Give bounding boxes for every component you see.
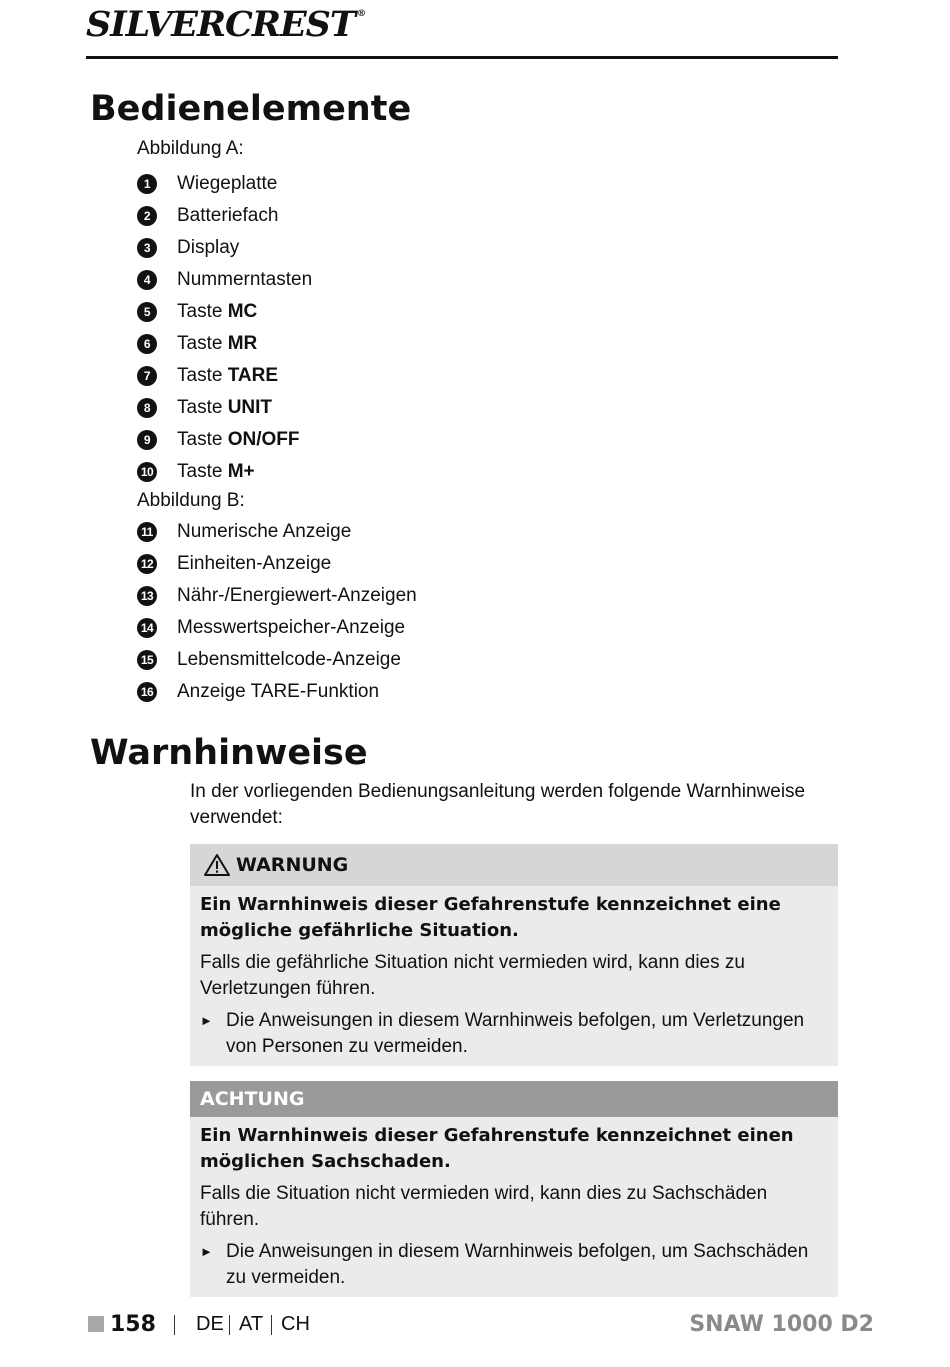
item-label — [177, 333, 257, 355]
number-badge-icon: 2 — [137, 206, 157, 226]
number-badge-icon: 7 — [137, 366, 157, 386]
item-key-name: M+ — [227, 461, 255, 482]
country-de: DE — [196, 1313, 224, 1335]
item-text: Nummerntasten — [177, 269, 313, 290]
item-text: Messwertspeicher-Anzeige — [177, 617, 406, 638]
item-key-name: ON/OFF — [227, 429, 300, 450]
item-label — [177, 681, 379, 703]
caution-bold-text: Ein Warnhinweis dieser Gefahrenstufe kennzeichnet einen möglichen Sachschaden. — [200, 1125, 794, 1172]
item-label — [177, 429, 299, 451]
item-text: Batteriefach — [177, 205, 279, 226]
item-key-name: TARE — [227, 365, 279, 386]
items-list-a — [137, 168, 312, 488]
item-text: Numerische Anzeige — [177, 521, 352, 542]
figure-b-label: Abbildung B: — [137, 490, 245, 511]
list-item — [137, 232, 312, 264]
item-text: Taste — [177, 461, 228, 482]
caution-body — [190, 1117, 838, 1297]
item-key-name: UNIT — [227, 397, 273, 418]
caution-bullet-text: Die Anweisungen in diesem Warnhinweis befolgen, um Sachschäden zu vermeiden. — [226, 1241, 809, 1288]
number-badge-icon: 8 — [137, 398, 157, 418]
item-label — [177, 301, 257, 323]
item-text: Wiegeplatte — [177, 173, 278, 194]
list-item — [137, 328, 312, 360]
list-item — [137, 264, 312, 296]
number-badge-icon: 4 — [137, 270, 157, 290]
item-text: Taste — [177, 397, 228, 418]
number-badge-icon: 16 — [137, 682, 157, 702]
item-text: Anzeige TARE-Funktion — [177, 681, 380, 702]
footer-divider — [229, 1315, 230, 1335]
warning-box — [190, 844, 838, 1066]
list-item — [137, 644, 417, 676]
warning-label: WARNUNG — [236, 854, 349, 876]
caution-label: ACHTUNG — [200, 1088, 305, 1110]
list-item — [137, 296, 312, 328]
item-label — [177, 365, 278, 387]
number-badge-icon: 10 — [137, 462, 157, 482]
header-rule — [86, 56, 838, 59]
item-label — [177, 553, 331, 575]
country-at: AT — [239, 1313, 264, 1335]
warning-bullet — [200, 1008, 828, 1060]
intro-text: In der vorliegenden Bedienungsanleitung werden folgende Warnhinweise verwendet: — [190, 781, 806, 828]
item-label — [177, 237, 239, 259]
caution-header — [190, 1081, 838, 1117]
item-key-name: MC — [227, 301, 258, 322]
number-badge-icon: 11 — [137, 522, 157, 542]
item-label — [177, 521, 351, 543]
item-label — [177, 617, 405, 639]
warning-text: Falls die gefährliche Situation nicht vermieden wird, kann dies zu Verletzungen führen. — [200, 952, 745, 999]
model-number: SNAW 1000 D2 — [689, 1312, 874, 1337]
item-text: Taste — [177, 365, 228, 386]
page-marker-square — [88, 1316, 104, 1332]
list-item — [137, 456, 312, 488]
list-item — [137, 392, 312, 424]
caution-text: Falls die Situation nicht vermieden wird, kann dies zu Sachschäden führen. — [200, 1183, 768, 1230]
item-text: Einheiten-Anzeige — [177, 553, 332, 574]
warning-header — [190, 844, 838, 886]
list-item — [137, 580, 417, 612]
item-label — [177, 173, 277, 195]
item-text: Display — [177, 237, 240, 258]
item-text: Taste — [177, 429, 228, 450]
section-title-bedienelemente: Bedienelemente — [90, 89, 412, 129]
warning-bullet-text: Die Anweisungen in diesem Warnhinweis befolgen, um Verletzungen von Personen zu vermeiden. — [226, 1010, 805, 1057]
section-title-warnhinweise: Warnhinweise — [90, 733, 368, 773]
item-label — [177, 649, 401, 671]
item-text: Taste — [177, 333, 228, 354]
number-badge-icon: 3 — [137, 238, 157, 258]
item-text: Taste — [177, 301, 228, 322]
list-item — [137, 676, 417, 708]
arrow-right-icon: ► — [200, 1244, 213, 1259]
items-list-b — [137, 516, 417, 708]
list-item — [137, 360, 312, 392]
item-key-name: MR — [227, 333, 258, 354]
figure-a-label: Abbildung A: — [137, 138, 244, 159]
number-badge-icon: 9 — [137, 430, 157, 450]
number-badge-icon: 1 — [137, 174, 157, 194]
number-badge-icon: 12 — [137, 554, 157, 574]
footer-divider — [174, 1315, 175, 1335]
item-text: Nähr-/Energiewert-Anzeigen — [177, 585, 417, 606]
list-item — [137, 612, 417, 644]
warning-triangle-icon — [204, 854, 230, 876]
footer-divider — [271, 1315, 272, 1335]
caution-box — [190, 1081, 838, 1297]
list-item — [137, 548, 417, 580]
number-badge-icon: 15 — [137, 650, 157, 670]
number-badge-icon: 5 — [137, 302, 157, 322]
page-number: 158 — [110, 1312, 156, 1337]
country-ch: CH — [281, 1313, 310, 1335]
list-item — [137, 168, 312, 200]
number-badge-icon: 6 — [137, 334, 157, 354]
item-label — [177, 205, 278, 227]
item-text: Lebensmittelcode-Anzeige — [177, 649, 401, 670]
arrow-right-icon: ► — [200, 1013, 213, 1028]
list-item — [137, 200, 312, 232]
list-item — [137, 516, 417, 548]
item-label — [177, 269, 312, 291]
number-badge-icon: 14 — [137, 618, 157, 638]
item-label — [177, 461, 255, 483]
brand-logo: SILVERCREST ® — [86, 4, 365, 45]
warning-bold-text: Ein Warnhinweis dieser Gefahrenstufe kennzeichnet eine mögliche gefährliche Situation. — [200, 894, 781, 941]
caution-bullet — [200, 1239, 828, 1291]
list-item — [137, 424, 312, 456]
warning-body — [190, 886, 838, 1066]
number-badge-icon: 13 — [137, 586, 157, 606]
page-footer — [86, 1312, 874, 1340]
item-label — [177, 397, 272, 419]
item-label — [177, 585, 417, 607]
